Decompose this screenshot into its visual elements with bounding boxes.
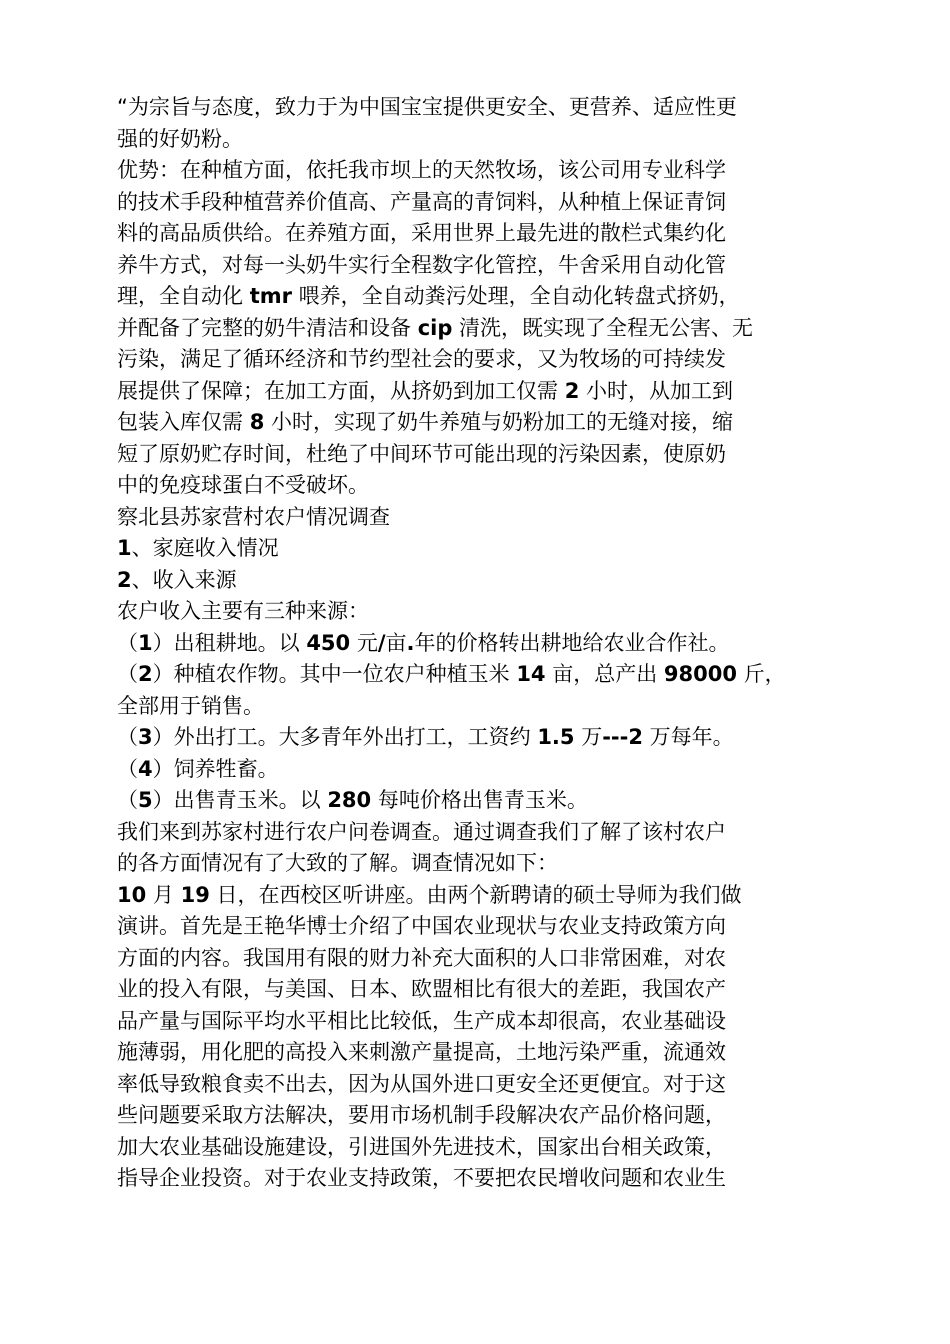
- list-item: （2）种植农作物。其中一位农户种植玉米 14 亩，总产出 98000 斤，: [117, 662, 786, 686]
- text-line: 包装入库仅需 8 小时，实现了奶牛养殖与奶粉加工的无缝对接，缩: [117, 410, 733, 434]
- text-line: 演讲。首先是王艳华博士介绍了中国农业现状与农业支持政策方向: [117, 914, 726, 938]
- text-line: 理，全自动化 tmr 喂养，全自动粪污处理，全自动化转盘式挤奶，: [117, 284, 740, 308]
- text-line: 展提供了保障；在加工方面，从挤奶到加工仅需 2 小时，从加工到: [117, 378, 733, 403]
- text-line: 指导企业投资。对于农业支持政策，不要把农民增收问题和农业生: [117, 1166, 726, 1190]
- text-line: 的技术手段种植营养价值高、产量高的青饲料，从种植上保证青饲: [117, 189, 726, 214]
- list-item: （4）饲养牲畜。: [117, 756, 279, 781]
- section-heading: 2、收入来源: [117, 567, 237, 592]
- text-line: 农户收入主要有三种来源：: [117, 599, 369, 623]
- text-line: 施薄弱，用化肥的高投入来刺激产量提高，土地污染严重，流通效: [117, 1040, 726, 1064]
- document-body: [117, 92, 857, 1195]
- text-line: 全部用于销售。: [117, 693, 264, 718]
- text-line: 优势：在种植方面，依托我市坝上的天然牧场，该公司用专业科学: [117, 158, 726, 182]
- text-line: 些问题要采取方法解决，要用市场机制手段解决农产品价格问题，: [117, 1103, 726, 1127]
- text-line: 短了原奶贮存时间，杜绝了中间环节可能出现的污染因素，使原奶: [117, 441, 726, 466]
- text-line: 的各方面情况有了大致的了解。调查情况如下：: [117, 851, 558, 875]
- text-line: 中的免疫球蛋白不受破坏。: [117, 473, 369, 497]
- list-item: （3）外出打工。大多青年外出打工，工资约 1.5 万---2 万每年。: [117, 725, 734, 749]
- text-line: 业的投入有限，与美国、日本、欧盟相比有很大的差距，我国农产: [117, 977, 726, 1001]
- text-line: “为宗旨与态度，致力于为中国宝宝提供更安全、更营养、适应性更: [117, 95, 737, 119]
- text-line: 并配备了完整的奶牛清洁和设备 cip 清洗，既实现了全程无公害、无: [117, 315, 754, 340]
- text-line: 10 月 19 日，在西校区听讲座。由两个新聘请的硕士导师为我们做: [117, 882, 742, 907]
- text-line: 强的好奶粉。: [117, 126, 243, 151]
- text-line: 品产量与国际平均水平相比比较低，生产成本却很高，农业基础设: [117, 1008, 726, 1033]
- text-line: 污染，满足了循环经济和节约型社会的要求，又为牧场的可持续发: [117, 347, 726, 371]
- text-line: 方面的内容。我国用有限的财力补充大面积的人口非常困难，对农: [117, 945, 726, 970]
- list-item: （1）出租耕地。以 450 元/亩.年的价格转出耕地给农业合作社。: [117, 630, 730, 655]
- text-line: 料的高品质供给。在养殖方面，采用世界上最先进的散栏式集约化: [117, 221, 726, 245]
- section-title: 察北县苏家营村农户情况调查: [117, 504, 390, 529]
- text-line: 我们来到苏家村进行农户问卷调查。通过调查我们了解了该村农户: [117, 819, 726, 844]
- text-line: 率低导致粮食卖不出去，因为从国外进口更安全还更便宜。对于这: [117, 1071, 726, 1096]
- text-line: 养牛方式，对每一头奶牛实行全程数字化管控，牛舍采用自动化管: [117, 252, 726, 277]
- text-line: 加大农业基础设施建设，引进国外先进技术，国家出台相关政策，: [117, 1134, 726, 1159]
- section-heading: 1、家庭收入情况: [117, 536, 279, 560]
- list-item: （5）出售青玉米。以 280 每吨价格出售青玉米。: [117, 788, 588, 812]
